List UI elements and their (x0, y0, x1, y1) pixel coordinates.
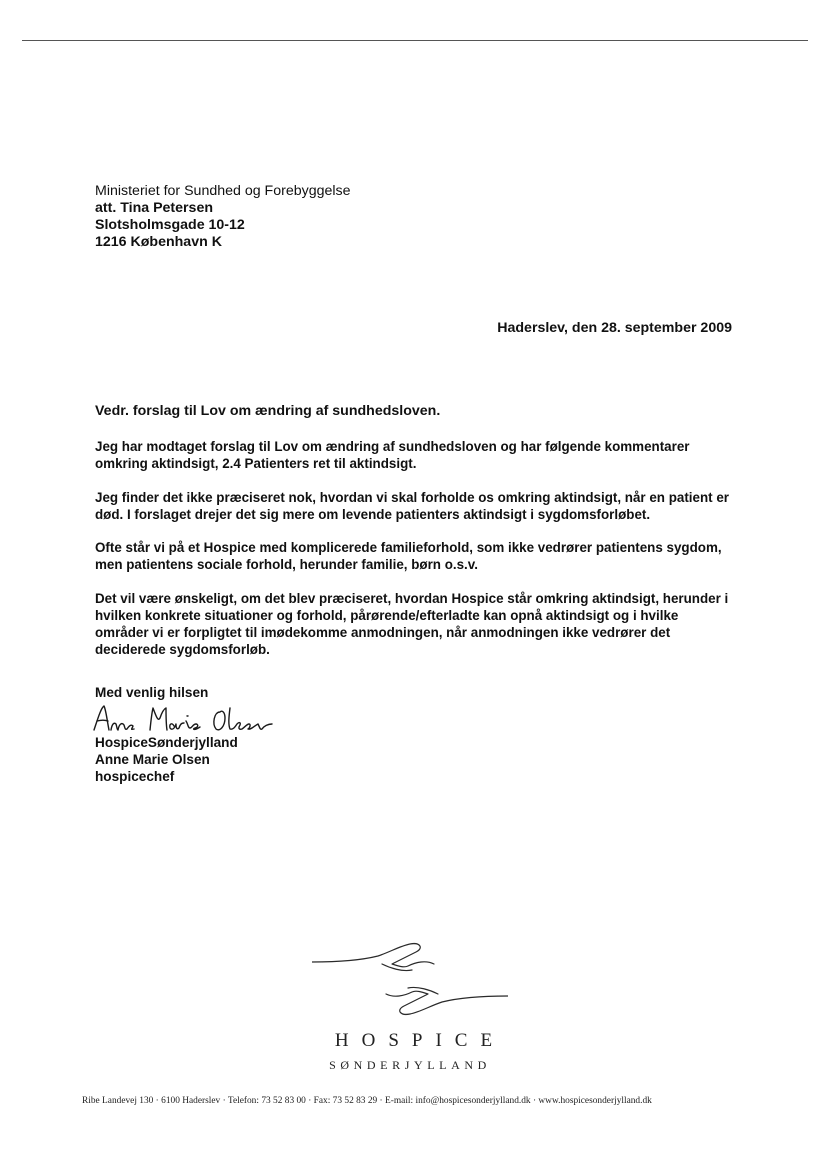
sender-organization: HospiceSønderjylland (95, 735, 238, 750)
paragraph-3: Ofte står vi på et Hospice med komplicerede familieforhold, som ikke vedrører patientens sygdom, men patientens sociale forhold, herunder familie, børn o.s.v. (95, 540, 722, 572)
hands-logo-icon (312, 938, 508, 1018)
logo-subtitle: SØNDERJYLLAND (329, 1058, 491, 1072)
paragraph-1: Jeg har modtaget forslag til Lov om ændring af sundhedsloven og har følgende kommentarer omkring aktindsigt, 2.4 Patienters ret til aktindsigt. (95, 439, 690, 471)
paragraph-2: Jeg finder det ikke præciseret nok, hvordan vi skal forholde os omkring aktindsigt, når en patient er død. I forslaget drejer det sig mere om levende patienters aktindsigt i sygdomsforløbet. (95, 490, 729, 522)
handwritten-signature (92, 700, 292, 736)
date-line: Haderslev, den 28. september 2009 (497, 320, 732, 336)
recipient-line-3: Slotsholmsgade 10-12 (95, 217, 245, 233)
sender-name: Anne Marie Olsen (95, 752, 210, 767)
closing-salutation: Med venlig hilsen (95, 685, 209, 700)
footer-contact: Ribe Landevej 130 · 6100 Haderslev · Telefon: 73 52 83 00 · Fax: 73 52 83 29 · E-mail: info@hospicesonderjylland.dk · www.hospicesonderjylland.dk (82, 1096, 652, 1106)
top-rule (22, 40, 808, 41)
recipient-line-2: att. Tina Petersen (95, 200, 214, 216)
recipient-address (95, 183, 351, 251)
subject-line: Vedr. forslag til Lov om ændring af sundhedsloven. (95, 403, 441, 419)
sender-block (95, 734, 238, 785)
paragraph-4: Det vil være ønskeligt, om det blev præciseret, hvordan Hospice står omkring aktindsigt, herunder i hvilken konkrete situationer og forhold, pårørende/efterladte kan opnå aktindsigt og i hvilke områder vi er forpligtet til imødekomme anmodningen, når anmodningen ikke vedrører det deciderede sygdomsforløb. (95, 591, 729, 657)
recipient-line-4: 1216 København K (95, 234, 222, 250)
sender-title: hospicechef (95, 769, 175, 784)
logo-title: HOSPICE (334, 1030, 506, 1051)
recipient-line-1: Ministeriet for Sundhed og Forebyggelse (95, 183, 351, 199)
